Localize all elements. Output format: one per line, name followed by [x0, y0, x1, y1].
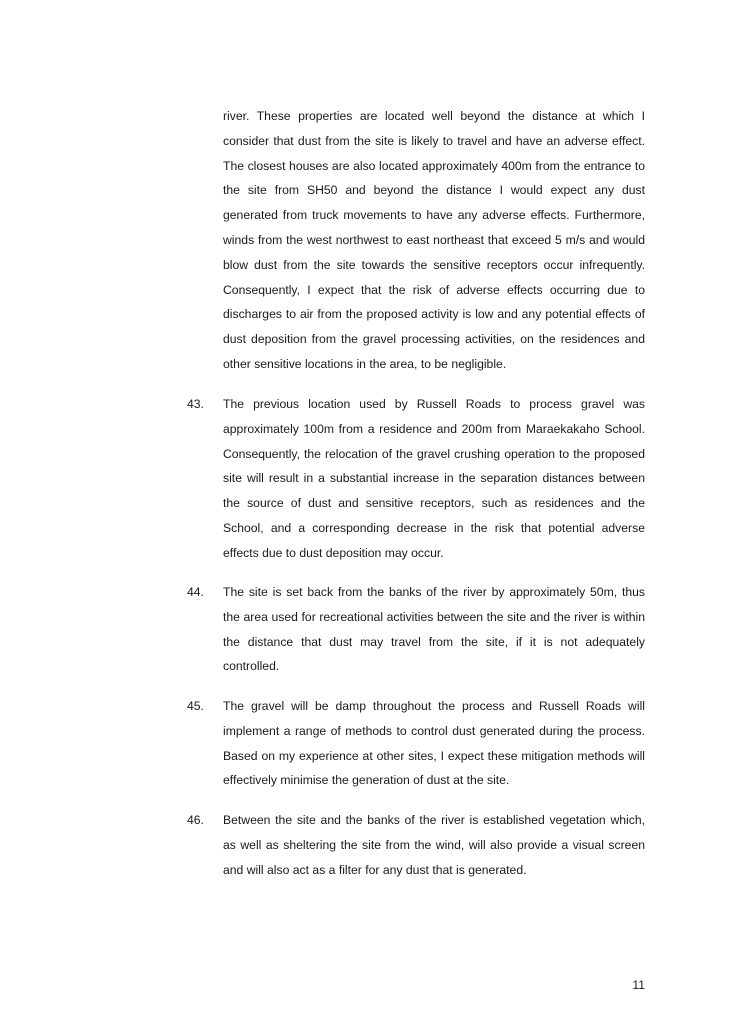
paragraph-number-44: 44. — [187, 585, 204, 599]
paragraph-number-46: 46. — [187, 813, 204, 827]
paragraph-44: The site is set back from the banks of the river by approximately 50m, thus the area used for recreational activities between the site and the river is within the distance that dust may travel from the site, if it is not adequately controlled. — [223, 585, 645, 674]
paragraph-43: The previous location used by Russell Roads to process gravel was approximately 100m from a residence and 200m from Maraekakaho School. Consequently, the relocation of the gravel crushing operation to the proposed site will result in a substantial increase in the separation distances between the source of dust and sensitive receptors, such as residences and the School, and a corresponding decrease in the risk that potential adverse effects due to dust deposition may occur. — [223, 397, 645, 560]
paragraph-45: The gravel will be damp throughout the process and Russell Roads will implement a range of methods to control dust generated during the process. Based on my experience at other sites, I expect these mitigation methods will effectively minimise the generation of dust at the site. — [223, 699, 645, 788]
paragraph-continuation: river. These properties are located well beyond the distance at which I consider that dust from the site is likely to travel and have an adverse effect. The closest houses are also located approximately 400m from the entrance to the site from SH50 and beyond the distance I would expect any dust generated from truck movements to have any adverse effects. Furthermore, winds from the west northwest to east northeast that exceed 5 m/s and would blow dust from the site towards the sensitive receptors occur infrequently. Consequently, I expect that the risk of adverse effects occurring due to discharges to air from the proposed activity is low and any potential effects of dust deposition from the gravel processing activities, on the residences and other sensitive locations in the area, to be negligible. — [223, 109, 645, 371]
paragraph-46: Between the site and the banks of the river is established vegetation which, as well as sheltering the site from the wind, will also provide a visual screen and will also act as a filter for any dust that is generated. — [223, 813, 645, 877]
page-number: 11 — [632, 978, 645, 992]
paragraph-number-43: 43. — [187, 397, 204, 411]
paragraph-number-45: 45. — [187, 699, 204, 713]
